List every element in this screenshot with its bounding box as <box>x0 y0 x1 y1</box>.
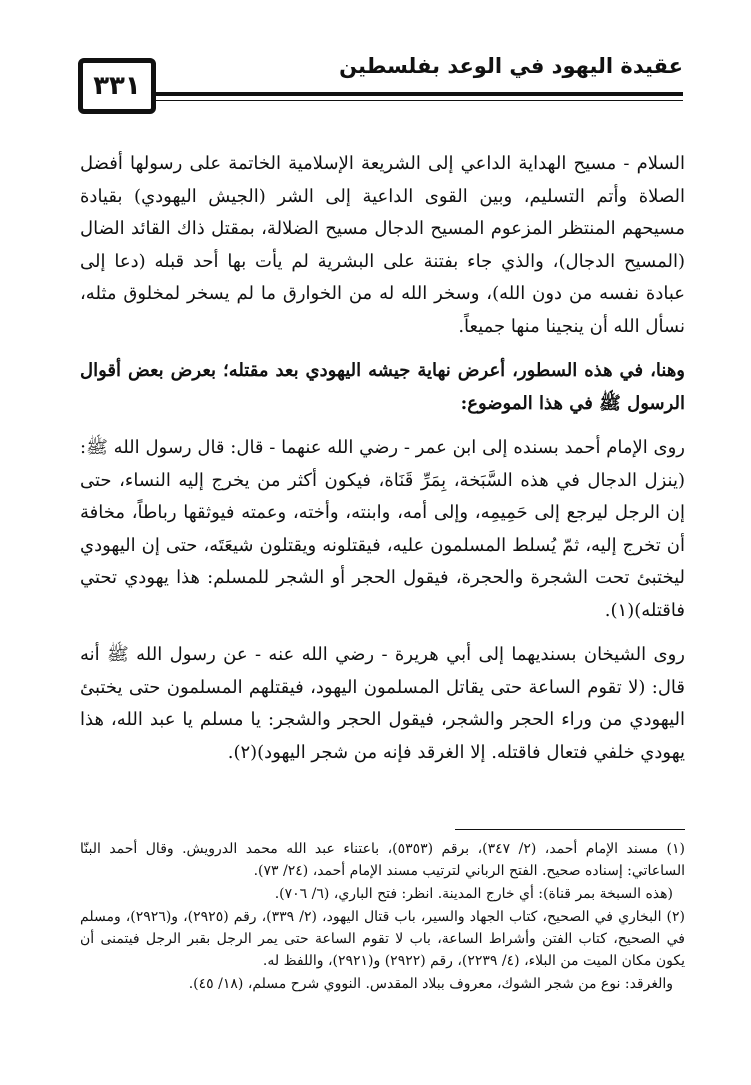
paragraph-1: السلام - مسيح الهداية الداعي إلى الشريعة الإسلامية الخاتمة على رسولها أفضل الصلاة وأتم التسليم، وبين القوى الداعية إلى الشر (الجيش اليهودي) بقيادة مسيحهم المنتظر المزعوم المسيح الدجال مسيح الضلالة، بمقتل ذاك القائد الضال (المسيح الدجال)، والذي جاء بفتنة على البشرية لم يأت بها أحد قبله (دعا إلى عبادة نفسه من دون الله)، وسخر الله له من الخوارق ما لم يسخر لمخلوق مثله، نسأل الله أن ينجينا منها جميعاً. <box>80 153 685 337</box>
footnotes <box>80 838 685 996</box>
paragraph-3: روى الإمام أحمد بسنده إلى ابن عمر - رضي الله عنهما - قال: قال رسول الله ﷺ: (ينزل الدجال في هذه السَّبَخة، بِمَرِّ قَنَاة، فيكون أكثر من يخرج إليه النساء، حتى إن الرجل ليرجع إلى حَمِيمِه، وإلى أمه، وابنته، وأخته، وعمته فيوثقها رباطاً، مخافة أن تخرج إليه، ثمّ يُسلط المسلمون عليه، فيقتلونه ويقتلون شيعَتَه، حتى إن اليهودي ليختبئ تحت الشجرة والحجرة، فيقول الحجر أو الشجر للمسلم: هذا يهودي تحتي فاقتله)(١). <box>80 437 685 621</box>
header-rule-thin <box>156 100 683 101</box>
paragraph-2: وهنا، في هذه السطور، أعرض نهاية جيشه اليهودي بعد مقتله؛ بعرض بعض أقوال الرسول ﷺ في هذا الموضوع: <box>80 360 685 414</box>
footnote-2-note: والغرقد: نوع من شجر الشوك، معروف ببلاد المقدس. النووي شرح مسلم، (١٨/ ٤٥). <box>188 976 673 992</box>
footnote-2: (٢) البخاري في الصحيح، كتاب الجهاد والسير، باب قتال اليهود، (٢/ ٣٣٩)، رقم (٢٩٢٥)، و(٢٩٢٦)، ومسلم في الصحيح، كتاب الفتن وأشراط الساعة، باب لا تقوم الساعة حتى يمر الرجل بقبر الرجل فيتمنى أن يكون مكان الميت من البلاء، (٤/ ٢٢٣٩)، رقم (٢٩٢٢) و(٢٩٢١)، واللفظ له. <box>80 909 686 969</box>
page-number: ٣٣١ <box>78 58 156 114</box>
paragraph-4: روى الشيخان بسنديهما إلى أبي هريرة - رضي الله عنه - عن رسول الله ﷺ أنه قال: (لا تقوم الساعة حتى يقاتل المسلمون اليهود، فيقتلهم المسلمون حتى يختبئ اليهودي من وراء الحجر والشجر، فيقول الحجر والشجر: يا مسلم يا عبد الله، هذا يهودي خلفي فتعال فاقتله. إلا الغرقد فإنه من شجر اليهود)(٢). <box>80 644 685 763</box>
footnote-1: (١) مسند الإمام أحمد، (٢/ ٣٤٧)، برقم (٥٣٥٣)، باعتناء عبد الله محمد الدرويش. وقال أحمد البنّا الساعاتي: إسناده صحيح. الفتح الرباني لترتيب مسند الإمام أحمد، (٢٤/ ٧٣). <box>80 841 685 879</box>
page-body <box>80 148 685 781</box>
footnote-1-note: (هذه السبخة بمر قناة): أي خارج المدينة. انظر: فتح الباري، (٦/ ٧٠٦). <box>274 886 673 902</box>
running-title: عقيدة اليهود في الوعد بفلسطين <box>339 54 683 78</box>
footnote-separator <box>455 829 685 830</box>
header-rule-thick <box>156 92 683 96</box>
page-header <box>78 46 683 118</box>
